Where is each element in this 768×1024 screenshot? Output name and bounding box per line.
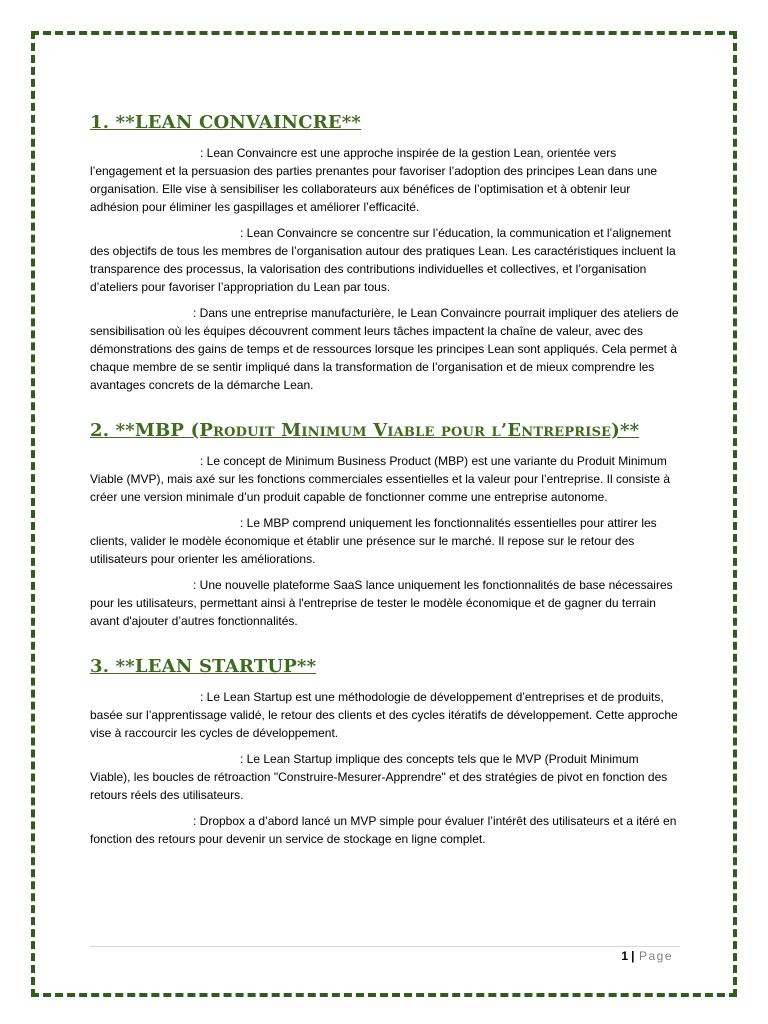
paragraph-definition: : Lean Convaincre est une approche inspirée de la gestion Lean, orientée vers l’engagement et la persuasion des parties prenantes pour favoriser l’adoption des principes Lean dans une organisation. Elle vise à sensibiliser les collaborateurs aux bénéfices de l’optimisation et à obtenir leur adhésion pour éliminer les gaspillages et améliorer l’efficacité. (90, 146, 658, 214)
paragraph-example: : Dropbox a d’abord lancé un MVP simple pour évaluer l’intérêt des utilisateurs et a itéré en fonction des retours pour devenir un service de stockage en ligne complet. (90, 814, 677, 846)
page-number: 1 (621, 949, 629, 963)
paragraph-characteristics: : Le Lean Startup implique des concepts tels que le MVP (Produit Minimum Viable), les boucles de rétroaction "Construire-Mesurer-Apprendre" et des stratégies de pivot en fonction des retours réels des utilisateurs. (90, 752, 668, 802)
section-lean-convaincre (90, 112, 680, 394)
section-mbp (90, 420, 680, 630)
paragraph-example: : Dans une entreprise manufacturière, le Lean Convaincre pourrait impliquer des ateliers de sensibilisation où les équipes découvrent comment leurs tâches impactent la chaîne de valeur, avec des démonstrations des gains de temps et de ressources lorsque les principes Lean sont appliqués. Cela permet à chaque membre de se sentir impliqué dans la transformation de l’organisation et de mieux comprendre les avantages concrets de la démarche Lean. (90, 306, 679, 392)
paragraph-characteristics: : Lean Convaincre se concentre sur l’éducation, la communication et l’alignement des objectifs de tous les membres de l’organisation autour des pratiques Lean. Les caractéristiques incluent la transparence des processus, la valorisation des contributions individuelles et collectives, et l’organisation d’ateliers pour favoriser l’appropriation du Lean par tous. (90, 226, 676, 294)
page-label: Page (638, 949, 673, 963)
paragraph-example: : Une nouvelle plateforme SaaS lance uniquement les fonctionnalités de base nécessaires pour les utilisateurs, permettant ainsi à l'entreprise de tester le modèle économique et de gagner du terrain avant d'ajouter d’autres fonctionnalités. (90, 578, 673, 628)
section-heading: 3. **LEAN STARTUP** (90, 656, 317, 677)
section-heading: 1. **LEAN CONVAINCRE** (90, 112, 362, 133)
paragraph-definition: : Le concept de Minimum Business Product (MBP) est une variante du Produit Minimum Viable (MVP), mais axé sur les fonctions commerciales essentielles et la valeur pour l’entreprise. Il consiste à créer une version minimale d’un produit capable de fonctionner comme une entreprise autonome. (90, 454, 671, 504)
section-lean-startup (90, 656, 680, 848)
document-body (90, 110, 680, 856)
page-footer (621, 949, 673, 963)
paragraph-characteristics: : Le MBP comprend uniquement les fonctionnalités essentielles pour attirer les clients, valider le modèle économique et établir une présence sur le marché. Il repose sur le retour des utilisateurs pour orienter les améliorations. (90, 516, 657, 566)
footer-divider (90, 946, 680, 947)
section-heading: 2. **MBP (Produit Minimum Viable pour l’Entreprise)** (90, 420, 640, 441)
paragraph-definition: : Le Lean Startup est une méthodologie de développement d’entreprises et de produits, basée sur l’apprentissage validé, le retour des clients et des cycles itératifs de développement. Cette approche vise à raccourcir les cycles de développement. (90, 690, 678, 740)
page-separator: | (631, 949, 636, 963)
